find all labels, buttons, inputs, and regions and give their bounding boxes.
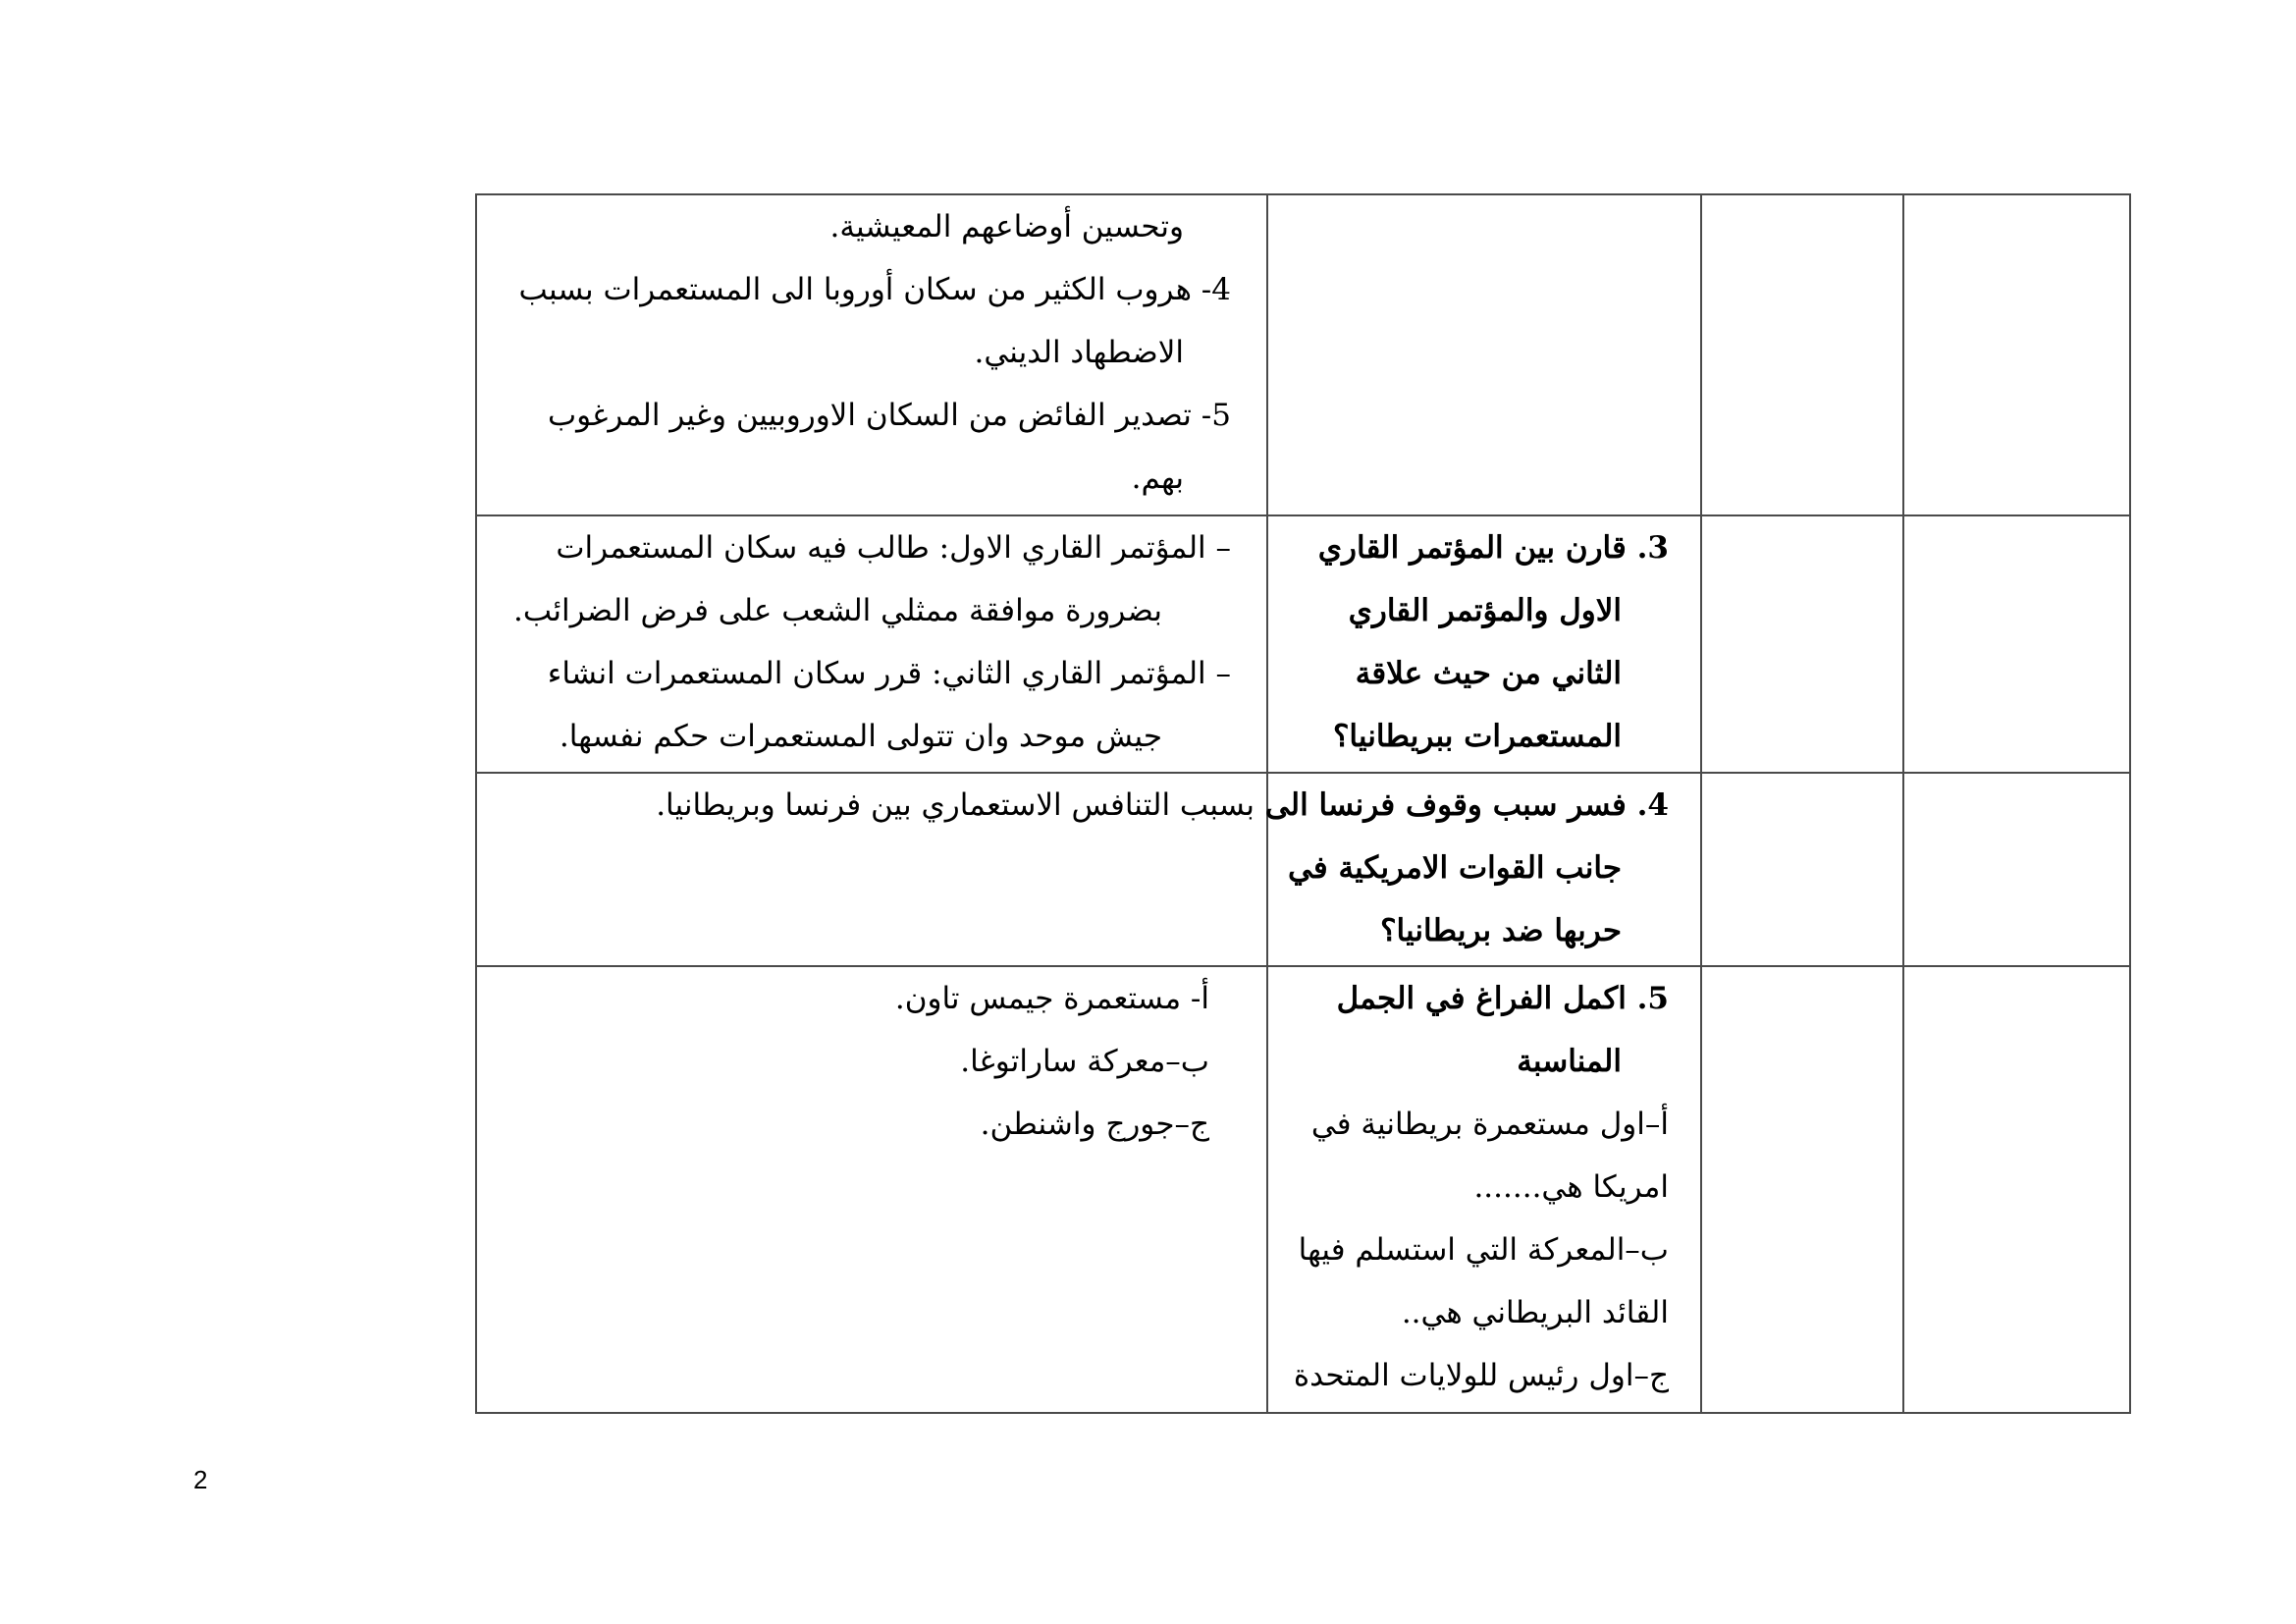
answer-line: جيش موحد وان تتولى المستعمرات حكم نفسها. [559,719,1162,754]
question-line: الثاني من حيث علاقة [1355,656,1622,691]
question-line: 3. قارن بين المؤتمر القاري [1317,530,1669,566]
question-line: أ–اول مستعمرة بريطانية في [1310,1107,1669,1142]
question-line: ج–اول رئيس للولايات المتحدة [1293,1358,1669,1393]
answer-cell [476,194,1267,515]
question-line: المستعمرات ببريطانيا؟ [1332,719,1622,754]
answer-line: بضرورة موافقة ممثلي الشعب على فرض الضرائب. [513,593,1162,628]
table-row [476,515,2130,773]
table-row [476,194,2130,515]
page-number: 2 [193,1465,208,1494]
score-cell [1701,966,1903,1413]
answer-cell [476,773,1267,966]
answer-line: بهم. [1131,460,1184,496]
answer-line: – المؤتمر القاري الاول: طالب فيه سكان المستعمرات [556,530,1231,566]
answer-line: أ- مستعمرة جيمس تاون. [894,981,1209,1016]
answer-line: وتحسين أوضاعهم المعيشية. [829,209,1184,244]
answer-line: 5- تصدير الفائض من السكان الاوروبيين وغير المرغوب [547,398,1231,433]
question-line: المناسبة [1517,1044,1622,1079]
degree-cell [1903,194,2130,515]
table-row [476,966,2130,1413]
question-line: حربها ضد بريطانيا؟ [1380,913,1622,948]
question-line: 4. فسر سبب وقوف فرنسا الى [1264,787,1669,823]
answer-line: الاضطهاد الديني. [974,335,1184,370]
score-cell [1701,773,1903,966]
question-line: 5. اكمل الفراغ في الجمل [1336,981,1669,1016]
answer-key-table [475,193,2131,1414]
answer-cell [476,515,1267,773]
degree-cell [1903,966,2130,1413]
degree-cell [1903,773,2130,966]
answer-line: بسبب التنافس الاستعماري بين فرنسا وبريطانيا. [656,787,1255,823]
score-cell [1701,194,1903,515]
question-line: امريكا هي....... [1473,1169,1669,1205]
question-line: جانب القوات الامريكية في [1288,850,1622,886]
answer-line: – المؤتمر القاري الثاني: قرر سكان المستعمرات انشاء [547,656,1231,691]
score-cell [1701,515,1903,773]
question-cell [1267,194,1701,515]
degree-cell [1903,515,2130,773]
question-cell [1267,966,1701,1413]
answer-cell [476,966,1267,1413]
question-line: الاول والمؤتمر القاري [1348,593,1622,628]
answer-line: 4- هروب الكثير من سكان أوروبا الى المستعمرات بسبب [518,272,1231,307]
question-line: ب–المعركة التي استسلم فيها [1298,1232,1669,1268]
question-line: القائد البريطاني هي.. [1401,1295,1669,1330]
table-row [476,773,2130,966]
answer-line: ب–معركة ساراتوغا. [960,1044,1209,1079]
question-cell [1264,773,1701,966]
question-cell [1267,515,1701,773]
answer-line: ج–جورج واشنطن. [980,1107,1209,1142]
